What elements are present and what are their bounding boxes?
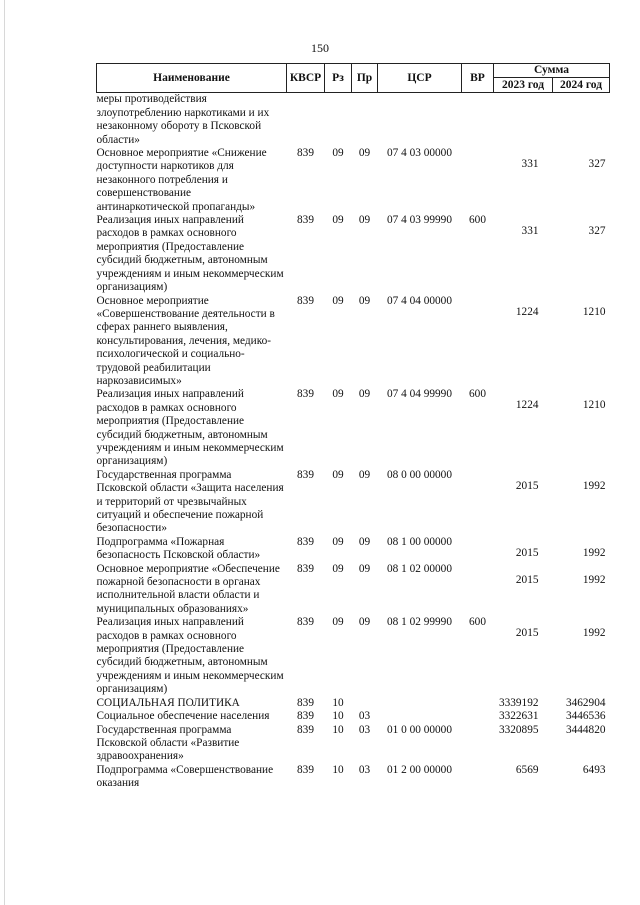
cell-csr: 07 4 03 99990 bbox=[387, 214, 452, 227]
cell-pr: 09 bbox=[358, 294, 371, 307]
table-row bbox=[97, 147, 610, 214]
budget-table bbox=[96, 63, 610, 791]
cell-pr: 09 bbox=[358, 616, 371, 629]
cell-vr bbox=[462, 764, 494, 791]
cell-sum-2024: 1210 bbox=[582, 305, 606, 318]
cell-sum-2023: 3320895 bbox=[498, 723, 539, 736]
cell-vr bbox=[462, 147, 494, 214]
cell-sum-2024: 3446536 bbox=[565, 710, 606, 723]
cell-vr: 600 bbox=[469, 388, 486, 401]
cell-rz: 09 bbox=[332, 562, 344, 575]
cell-vr bbox=[462, 724, 494, 764]
cell-vr: 600 bbox=[469, 616, 486, 629]
table-body bbox=[97, 93, 610, 791]
cell-kvsr: 839 bbox=[297, 388, 314, 401]
cell-vr bbox=[462, 710, 494, 723]
table-row bbox=[97, 388, 610, 468]
cell-rz: 09 bbox=[332, 294, 344, 307]
cell-vr bbox=[462, 563, 494, 617]
cell-name: Основное мероприятие «Обеспечение пожарной безопасности в органах исполнительной власти области и муниципальных образованиях» bbox=[96, 562, 280, 615]
header-pr: Пр bbox=[352, 64, 378, 93]
cell-sum-2023: 3322631 bbox=[498, 710, 539, 723]
cell-sum-2024: 1992 bbox=[582, 627, 606, 640]
cell-name: СОЦИАЛЬНАЯ ПОЛИТИКА bbox=[96, 696, 240, 709]
table-row bbox=[97, 295, 610, 389]
cell-sum-2023: 331 bbox=[521, 158, 539, 171]
table-row bbox=[97, 563, 610, 617]
cell-name: Подпрограмма «Пожарная безопасность Псковской области» bbox=[96, 535, 261, 562]
cell-csr bbox=[378, 93, 462, 147]
table-row bbox=[97, 214, 610, 294]
cell-rz: 10 bbox=[332, 710, 344, 723]
table-row bbox=[97, 710, 610, 723]
cell-csr: 07 4 03 00000 bbox=[387, 147, 452, 160]
cell-sum-2023: 2015 bbox=[515, 573, 539, 586]
cell-pr bbox=[352, 697, 378, 710]
cell-kvsr: 839 bbox=[297, 562, 314, 575]
cell-kvsr: 839 bbox=[297, 616, 314, 629]
cell-pr: 03 bbox=[358, 723, 371, 736]
cell-name: меры противодействия злоупотреблению наркотиками и их незаконному обороту в Псковской области» bbox=[96, 93, 270, 146]
cell-name: Подпрограмма «Совершенствование оказания bbox=[96, 763, 274, 790]
cell-sum-2024: 1210 bbox=[582, 399, 606, 412]
cell-csr: 07 4 04 99990 bbox=[387, 388, 452, 401]
cell-pr: 03 bbox=[358, 710, 371, 723]
cell-sum-2023: 2015 bbox=[515, 627, 539, 640]
cell-csr bbox=[378, 710, 462, 723]
header-rz: Рз bbox=[325, 64, 352, 93]
cell-csr: 07 4 04 00000 bbox=[387, 294, 452, 307]
cell-sum-2024: 3462904 bbox=[565, 696, 606, 709]
cell-vr bbox=[462, 93, 494, 147]
cell-name: Реализация иных направлений расходов в рамках основного мероприятия (Предоставление субсидий бюджетным, автономным учреждениям и иным некоммерческим организациям) bbox=[96, 388, 284, 468]
cell-pr bbox=[352, 93, 378, 147]
cell-csr: 08 0 00 00000 bbox=[387, 468, 452, 481]
cell-rz: 09 bbox=[332, 535, 344, 548]
cell-sum-2024: 327 bbox=[588, 158, 606, 171]
cell-kvsr: 839 bbox=[297, 147, 314, 160]
cell-kvsr: 839 bbox=[297, 294, 314, 307]
cell-sum-2023: 6569 bbox=[515, 763, 539, 776]
cell-csr bbox=[378, 697, 462, 710]
cell-name: Основное мероприятие «Совершенствование деятельности в сферах раннего выявления, консультирования, лечения, медико-психологической и социально-трудовой реабилитации наркозависимых» bbox=[96, 294, 275, 387]
cell-kvsr: 839 bbox=[297, 723, 314, 736]
cell-sum-2024: 1992 bbox=[582, 573, 606, 586]
cell-rz: 09 bbox=[332, 616, 344, 629]
cell-rz: 10 bbox=[332, 696, 344, 709]
header-csr: ЦСР bbox=[378, 64, 462, 93]
cell-name: Реализация иных направлений расходов в рамках основного мероприятия (Предоставление субсидий бюджетным, автономным учреждениям и иным некоммерческим организациям) bbox=[96, 214, 284, 294]
cell-vr bbox=[462, 295, 494, 389]
cell-pr: 09 bbox=[358, 147, 371, 160]
cell-sum-2023: 1224 bbox=[515, 399, 539, 412]
cell-sum-2024: 3444820 bbox=[565, 723, 606, 736]
cell-sum-2023: 331 bbox=[521, 225, 539, 238]
table-row bbox=[97, 724, 610, 764]
scan-edge-line bbox=[4, 0, 5, 905]
cell-rz: 10 bbox=[332, 763, 344, 776]
header-kvsr: КВСР bbox=[287, 64, 325, 93]
header-name: Наименование bbox=[97, 64, 287, 93]
table-row bbox=[97, 93, 610, 147]
table-row bbox=[97, 764, 610, 791]
cell-csr: 08 1 00 00000 bbox=[387, 535, 452, 548]
header-vr: ВР bbox=[462, 64, 494, 93]
cell-sum-2023: 1224 bbox=[515, 305, 539, 318]
cell-csr: 01 0 00 00000 bbox=[387, 723, 452, 736]
cell-vr: 600 bbox=[469, 214, 486, 227]
cell-sum-2024: 327 bbox=[588, 225, 606, 238]
cell-sum-2024 bbox=[553, 93, 610, 147]
table-row bbox=[97, 616, 610, 696]
cell-rz: 09 bbox=[332, 147, 344, 160]
cell-kvsr: 839 bbox=[297, 214, 314, 227]
table-row bbox=[97, 536, 610, 563]
cell-name: Государственная программа Псковской области «Развитие здравоохранения» bbox=[96, 723, 240, 763]
cell-name: Государственная программа Псковской области «Защита населения и территорий от чрезвычайных ситуаций и обеспечение пожарной безопасности» bbox=[96, 468, 284, 535]
cell-kvsr: 839 bbox=[297, 696, 314, 709]
cell-pr: 09 bbox=[358, 214, 371, 227]
cell-pr: 03 bbox=[358, 763, 371, 776]
table-row bbox=[97, 469, 610, 536]
cell-sum-2024: 6493 bbox=[582, 763, 606, 776]
cell-pr: 09 bbox=[358, 535, 371, 548]
cell-rz: 09 bbox=[332, 214, 344, 227]
cell-rz: 10 bbox=[332, 723, 344, 736]
cell-pr: 09 bbox=[358, 562, 371, 575]
cell-pr: 09 bbox=[358, 468, 371, 481]
cell-sum-2023: 2015 bbox=[515, 546, 539, 559]
cell-kvsr: 839 bbox=[297, 468, 314, 481]
cell-rz: 09 bbox=[332, 388, 344, 401]
cell-kvsr bbox=[287, 93, 325, 147]
header-sum: Сумма bbox=[494, 64, 610, 78]
cell-csr: 01 2 00 00000 bbox=[387, 763, 452, 776]
cell-sum-2023: 2015 bbox=[515, 479, 539, 492]
header-2023: 2023 год bbox=[494, 78, 553, 93]
cell-csr: 08 1 02 00000 bbox=[387, 562, 452, 575]
cell-name: Реализация иных направлений расходов в рамках основного мероприятия (Предоставление субсидий бюджетным, автономным учреждениям и иным некоммерческим организациям) bbox=[96, 616, 284, 696]
cell-kvsr: 839 bbox=[297, 535, 314, 548]
cell-rz: 09 bbox=[332, 468, 344, 481]
cell-kvsr: 839 bbox=[297, 763, 314, 776]
cell-name: Основное мероприятие «Снижение доступности наркотиков для незаконного потребления и совершенствование антинаркотической пропаганды» bbox=[96, 147, 267, 213]
cell-csr: 08 1 02 99990 bbox=[387, 616, 452, 629]
cell-sum-2024: 1992 bbox=[582, 479, 606, 492]
cell-vr bbox=[462, 697, 494, 710]
page-number: 150 bbox=[311, 41, 329, 55]
cell-rz bbox=[325, 93, 352, 147]
cell-kvsr: 839 bbox=[297, 710, 314, 723]
cell-name: Социальное обеспечение населения bbox=[96, 710, 270, 723]
cell-sum-2023 bbox=[494, 93, 553, 147]
cell-pr: 09 bbox=[358, 388, 371, 401]
table-row bbox=[97, 697, 610, 710]
cell-sum-2023: 3339192 bbox=[498, 696, 539, 709]
header-2024: 2024 год bbox=[553, 78, 610, 93]
cell-vr bbox=[462, 469, 494, 536]
cell-sum-2024: 1992 bbox=[582, 546, 606, 559]
cell-vr bbox=[462, 536, 494, 563]
